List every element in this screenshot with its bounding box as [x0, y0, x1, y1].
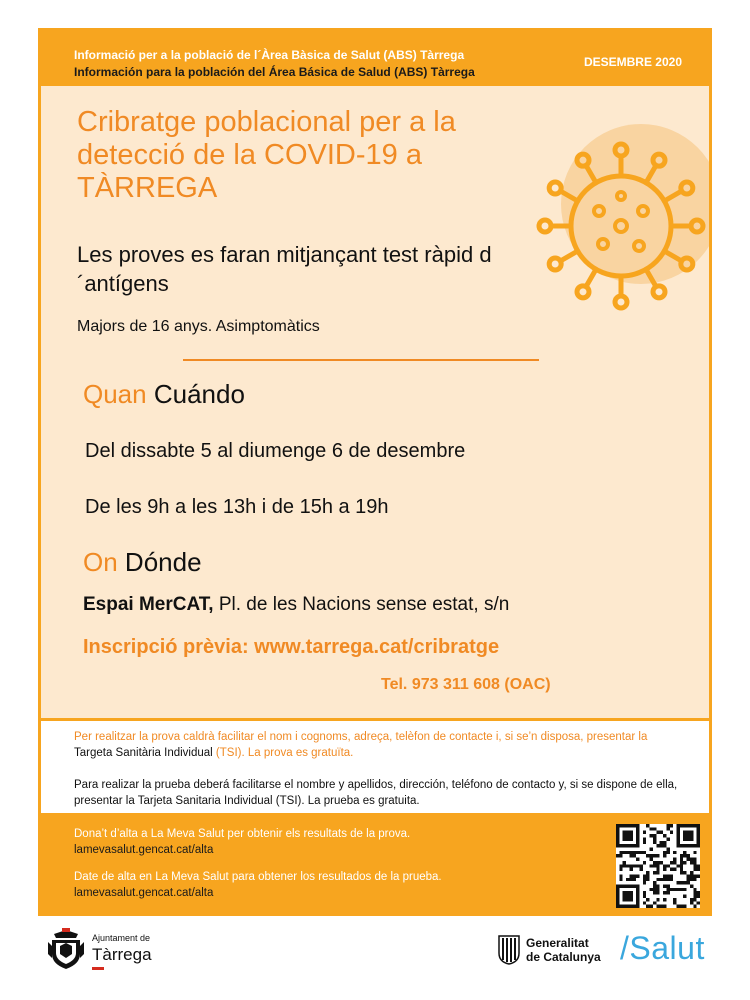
dates-text: Del dissabte 5 al diumenge 6 de desembre: [85, 440, 466, 462]
when-heading: [83, 379, 245, 410]
footer-catalan-link[interactable]: lamevasalut.gencat.cat/alta: [74, 844, 214, 856]
info-text-catalan: [74, 729, 684, 761]
ajuntament-small-text: Ajuntament de: [92, 933, 151, 943]
ajuntament-logo: [46, 928, 216, 972]
info-text-spanish: Para realizar la prueba deberá facilitarse el nombre y apellidos, dirección, teléfono de contacto y, si se dispone de ella, presentar la Tarjeta Sanitaria Individual (TSI). La prueba es gratuita.: [74, 779, 678, 807]
main-panel: [38, 86, 712, 718]
phone-text: Tel. 973 311 608 (OAC): [381, 676, 551, 693]
generalitat-line-2: de Catalunya: [526, 950, 601, 964]
generalitat-logo: [498, 935, 628, 967]
when-label-catalan: Quan: [83, 379, 147, 409]
poster: [38, 28, 712, 916]
venue-text: [83, 594, 509, 616]
virus-spike-tip: [549, 182, 561, 194]
ajuntament-name: Tàrrega: [92, 945, 152, 964]
when-label-spanish: Cuándo: [153, 379, 245, 409]
virus-spike-tip: [539, 220, 551, 232]
where-heading: [83, 547, 202, 578]
audience-text: Majors de 16 anys. Asimptomàtics: [77, 318, 320, 335]
footer-catalan-text: Dona’t d’alta a La Meva Salut per obtenir els resultats de la prova.: [74, 828, 411, 840]
header-line-catalan: Informació per a la població de l´Àrea Bàsica de Salut (ABS) Tàrrega: [74, 48, 465, 62]
salut-logo: /Salut: [620, 930, 705, 966]
hours-text: De les 9h a les 13h i de 15h a 19h: [85, 496, 389, 518]
header-band: [38, 28, 712, 86]
coronavirus-icon: [511, 116, 711, 316]
where-label-catalan: On: [83, 547, 118, 577]
virus-spike-tip: [577, 286, 589, 298]
virus-spike: [586, 269, 596, 286]
footer-spanish-link[interactable]: lamevasalut.gencat.cat/alta: [74, 887, 214, 899]
virus-spike-tip: [653, 286, 665, 298]
venue-address: Pl. de les Nacions sense estat, s/n: [213, 594, 510, 615]
virus-spike-tip: [615, 296, 627, 308]
footer-spanish-text: Date de alta en La Meva Salut para obtener los resultados de la prueba.: [74, 871, 442, 883]
divider-line: [183, 359, 539, 361]
registration-link[interactable]: Inscripció prèvia: www.tarrega.cat/cribratge: [83, 636, 500, 658]
virus-spike-tip: [549, 258, 561, 270]
generalitat-line-1: Generalitat: [526, 936, 589, 950]
footer-spanish: [74, 869, 442, 901]
info-ca-part1: Per realitzar la prova caldrà facilitar el nom i cognoms, adreça, telèfon de contacte i, si se’n disposa, presentar la: [74, 731, 648, 743]
page-title: Cribratge poblacional per a la detecció de la COVID-19 a TÀRREGA: [77, 106, 456, 204]
venue-name: Espai MerCAT,: [83, 594, 214, 615]
header-line-spanish: Información para la población del Área Básica de Salud (ABS) Tàrrega: [74, 65, 475, 79]
tarrega-coat-of-arms-icon: [46, 928, 86, 970]
footer-catalan: [74, 826, 410, 858]
qr-code[interactable]: [616, 824, 700, 908]
info-ca-highlight: Targeta Sanitària Individual: [74, 747, 213, 759]
virus-spike: [560, 251, 577, 261]
test-method-text: Les proves es faran mitjançant test ràpid d´antígens: [77, 242, 492, 296]
info-ca-part2: (TSI). La prova es gratuïta.: [212, 747, 354, 759]
date-label: DESEMBRE 2020: [583, 55, 682, 69]
footer-band: [38, 816, 712, 916]
where-label-spanish: Dónde: [124, 547, 202, 577]
ajuntament-red-bar: [92, 967, 104, 970]
generalitat-stripes-icon: [498, 935, 520, 965]
info-box: [38, 718, 712, 816]
